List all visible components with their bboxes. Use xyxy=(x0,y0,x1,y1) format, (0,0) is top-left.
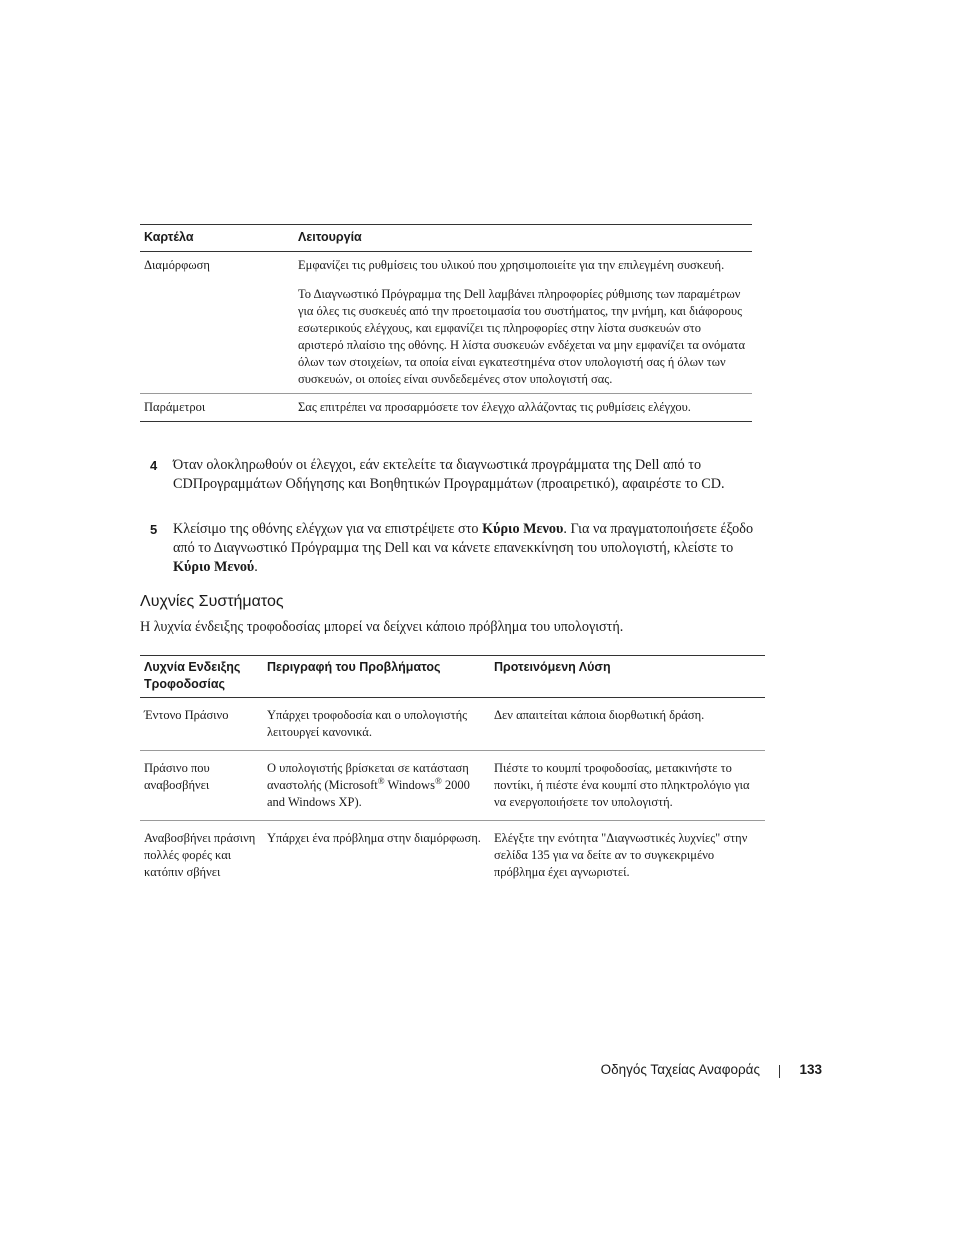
page-footer xyxy=(560,1062,822,1082)
section-title: Λυχνίες Συστήματος xyxy=(140,593,284,610)
power-light-table xyxy=(140,655,765,890)
light-cell: Αναβοσβήνει πράσινη πολλές φορές και κατόπιν σβήνει xyxy=(144,831,256,879)
column-header-light: Λυχνία Ενδειξης Τροφοδοσίας xyxy=(140,656,263,698)
table-row xyxy=(140,751,765,821)
problem-cell xyxy=(263,751,490,821)
step-4 xyxy=(140,456,760,494)
step-number: 5 xyxy=(150,522,158,537)
section-intro: Η λυχνία ένδειξης τροφοδοσίας μπορεί να δείχνει κάποιο πρόβλημα του υπολογιστή. xyxy=(140,619,624,635)
problem-text-part: 2000 and Windows XP). xyxy=(267,778,470,809)
function-paragraph: Εμφανίζει τις ρυθμίσεις του υλικού που χρησιμοποιείτε για την επιλεγμένη συσκευή. xyxy=(298,258,725,272)
function-cell xyxy=(294,252,752,394)
page-number: 133 xyxy=(799,1062,822,1077)
solution-cell: Ελέγξτε την ενότητα "Διαγνωστικές λυχνίες" στην σελίδα 135 για να δείτε αν το συγκεκριμένο πρόβλημα έχει αγνωριστεί. xyxy=(494,831,748,879)
column-header-function: Λειτουργία xyxy=(294,225,752,252)
registered-mark: ® xyxy=(434,775,442,786)
table-header-row xyxy=(140,225,752,252)
function-paragraph: Το Διαγνωστικό Πρόγραμμα της Dell λαμβάνει πληροφορίες ρύθμισης των παραμέτρων για όλες τις συσκευές από την προετοιμασία του συστήματος, την μνήμη, και διάφορους εσωτερικούς ελέγχους, και εμφανίζει τις πληροφορίες στην λίστα συσκευών στο αριστερό πλαίσιο της οθόνης. Η λίστα συσκευών ενδέχεται να μην εμφανίζει τα ονόματα όλων των στοιχείων, τα οποία είναι εγκατεστημένα στον υπολογιστή σας ή όλων των συσκευών, οι οποίες είναι συνδεδεμένες στον υπολογιστή σας. xyxy=(298,287,746,386)
step-5 xyxy=(140,520,760,577)
main-menu-bold: Κύριο Μενού xyxy=(173,559,255,575)
problem-cell: Υπάρχει τροφοδοσία και ο υπολογιστής λειτουργεί κανονικά. xyxy=(263,698,490,751)
tab-name-cell: Διαμόρφωση xyxy=(140,252,294,394)
light-cell: Πράσινο που αναβοσβήνει xyxy=(140,751,263,821)
table-row xyxy=(140,821,765,891)
problem-text-part: Windows xyxy=(384,778,435,792)
footer-separator xyxy=(779,1065,780,1078)
table-row xyxy=(140,394,752,422)
column-header-solution: Προτεινόμενη Λύση xyxy=(490,656,765,698)
table-row xyxy=(140,698,765,751)
light-cell: Έντονο Πράσινο xyxy=(140,698,263,751)
table-row xyxy=(140,252,752,394)
function-paragraph: Σας επιτρέπει να προσαρμόσετε τον έλεγχο αλλάζοντας τις ρυθμίσεις ελέγχου. xyxy=(298,400,691,414)
footer-title: Οδηγός Ταχείας Αναφοράς xyxy=(600,1062,760,1077)
solution-cell: Δεν απαιτείται κάποια διορθωτική δράση. xyxy=(490,698,765,751)
tab-name-cell: Παράμετροι xyxy=(140,394,294,422)
column-header-tab: Καρτέλα xyxy=(140,225,294,252)
step-text-part: . Για να πραγματοποιήσετε έξοδο από το Διαγνωστικό Πρόγραμμα της Dell και να κάνετε επανεκκίνηση του υπολογιστή, κλείστε το xyxy=(173,521,754,556)
problem-cell: Υπάρχει ένα πρόβλημα στην διαμόρφωση. xyxy=(267,831,481,845)
main-menu-bold: Κύριο Μενου xyxy=(482,521,564,537)
step-number: 4 xyxy=(150,458,158,473)
step-text xyxy=(173,520,760,577)
function-cell xyxy=(294,394,752,422)
column-header-problem: Περιγραφή του Προβλήματος xyxy=(263,656,490,698)
step-text-part: . xyxy=(254,559,258,575)
tab-function-table xyxy=(140,224,752,422)
problem-text-part: Ο υπολογιστής βρίσκεται σε κατάσταση αναστολής (Microsoft xyxy=(267,761,469,792)
step-text-part: Κλείσιμο της οθόνης ελέγχων για να επιστρέψετε στο xyxy=(173,521,483,537)
step-text: Όταν ολοκληρωθούν οι έλεγχοι, εάν εκτελείτε τα διαγνωστικά προγράμματα της Dell από το CDΠρογραμμάτων Οδήγησης και Βοηθητικών Προγραμμάτων (προαιρετικό), αφαιρέστε το CD. xyxy=(173,457,725,492)
registered-mark: ® xyxy=(377,775,385,786)
solution-cell: Πιέστε το κουμπί τροφοδοσίας, μετακινήστε το ποντίκι, ή πιέστε ένα κουμπί στο πληκτρολόγιο για να ενεργοποιήσετε τον υπολογιστή. xyxy=(490,751,765,821)
table-header-row xyxy=(140,656,765,698)
